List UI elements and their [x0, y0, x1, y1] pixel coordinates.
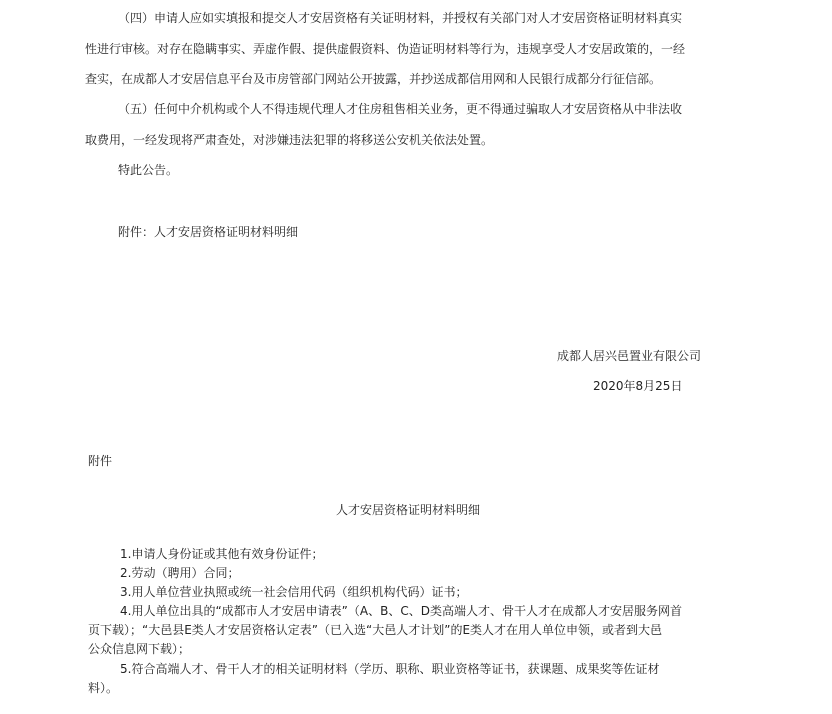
paragraph-4-line-3: 查实，在成都人才安居信息平台及市房管部门网站公开披露，并抄送成都信用网和人民银行成都分行征信部。 — [85, 72, 662, 86]
paragraph-4-line-1: （四）申请人应如实填报和提交人才安居资格有关证明材料，并授权有关部门对人才安居资格证明材料真实 — [118, 11, 683, 25]
attachment-title: 人才安居资格证明材料明细 — [336, 503, 481, 517]
list-item: 3.用人单位营业执照或统一社会信用代码（组织机构代码）证书； — [120, 585, 468, 599]
list-item: 1.申请人身份证或其他有效身份证件； — [120, 547, 324, 561]
attachment-reference: 附件：人才安居资格证明材料明细 — [118, 225, 299, 239]
list-item-continuation: 料）。 — [88, 681, 119, 695]
list-item: 4.用人单位出具的“成都市人才安居申请表”（A、B、C、D类高端人才、骨干人才在成都人才安居服务网首 — [120, 604, 682, 618]
signature-date: 2020年8月25日 — [593, 379, 683, 393]
list-item: 2.劳动（聘用）合同； — [120, 566, 240, 580]
list-item-continuation: 页下载）；“大邑县E类人才安居资格认定表”（已入选“大邑人才计划”的E类人才在用人单位申领，或者到大邑 — [88, 623, 663, 637]
paragraph-5-line-2: 取费用，一经发现将严肃查处，对涉嫌违法犯罪的将移送公安机关依法处置。 — [85, 133, 494, 147]
list-item: 5.符合高端人才、骨干人才的相关证明材料（学历、职称、职业资格等证书，获课题、成果奖等佐证材 — [120, 662, 660, 676]
paragraph-4-line-2: 性进行审核。对存在隐瞒事实、弄虚作假、提供虚假资料、伪造证明材料等行为，违规享受人才安居政策的，一经 — [85, 42, 686, 56]
notice-text: 特此公告。 — [118, 163, 179, 177]
signature-company: 成都人居兴邑置业有限公司 — [557, 349, 702, 363]
paragraph-5-line-1: （五）任何中介机构或个人不得违规代理人才住房租售相关业务，更不得通过骗取人才安居资格从中非法收 — [118, 102, 683, 116]
attachment-heading: 附件 — [88, 454, 113, 468]
list-item-continuation: 公众信息网下载）； — [88, 642, 191, 656]
